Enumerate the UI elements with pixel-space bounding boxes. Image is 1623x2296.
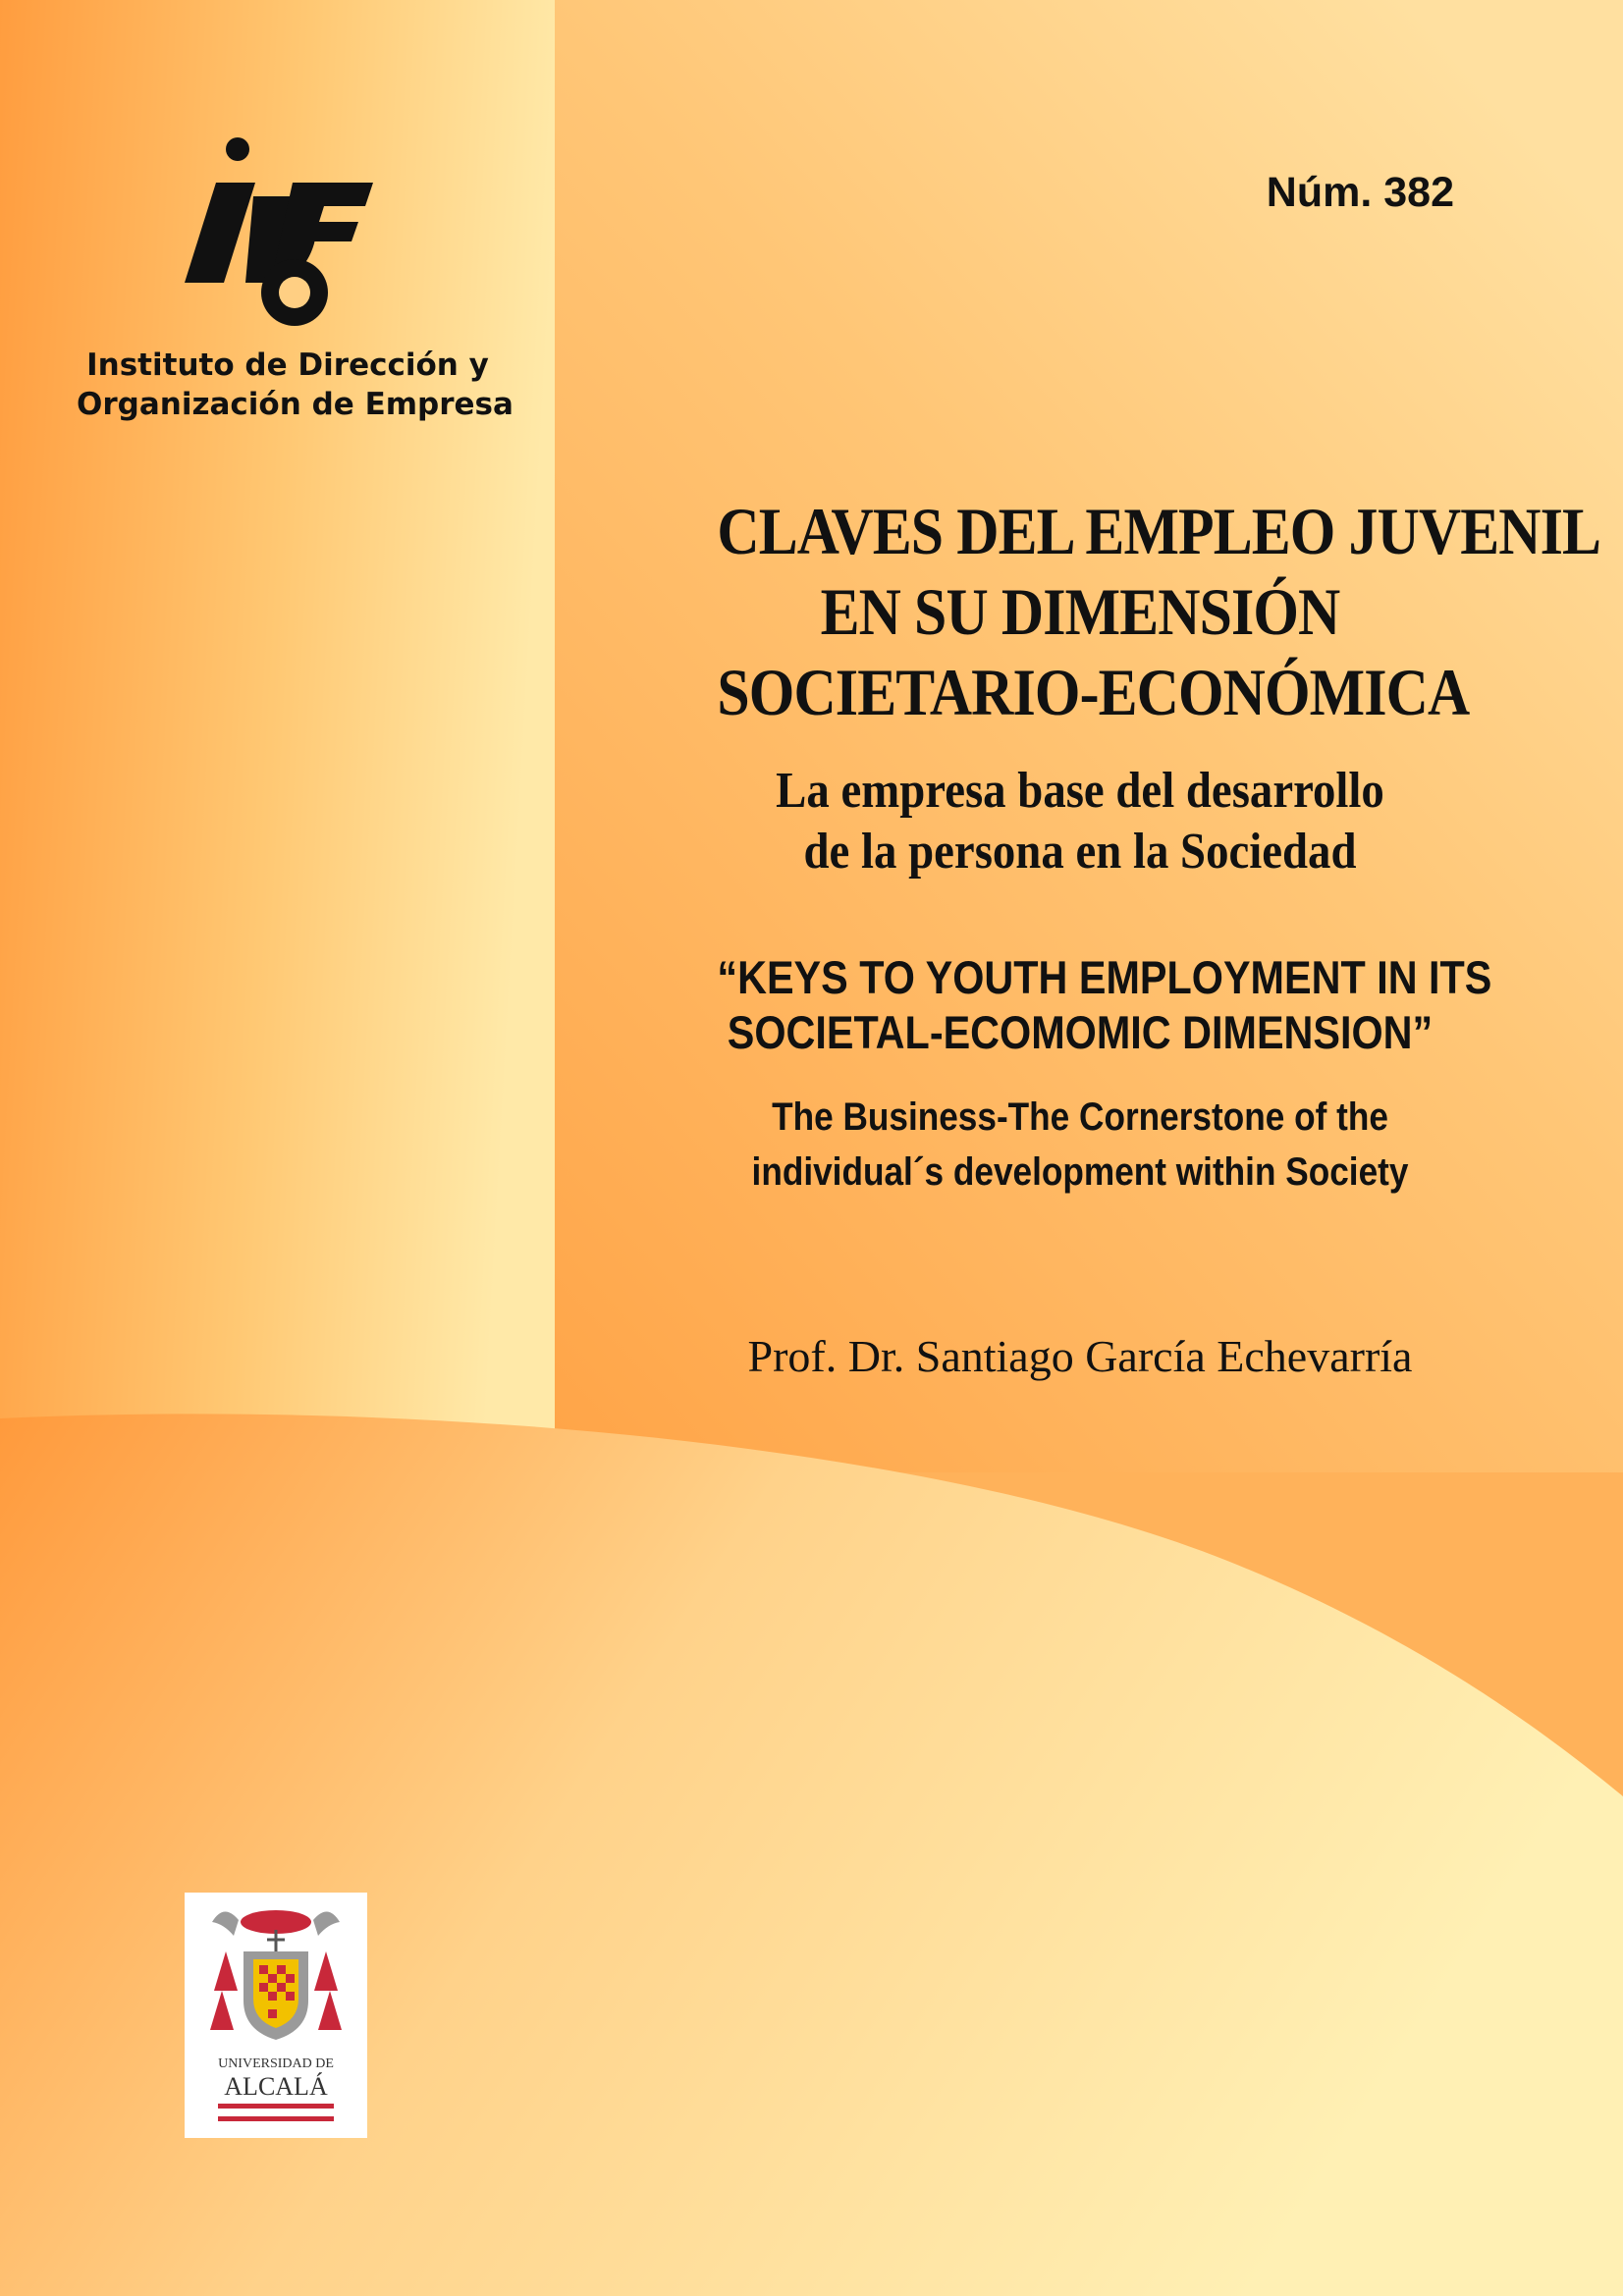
english-subtitle-line: individual´s development within Society: [751, 1150, 1409, 1194]
issue-number: Núm. 382: [1266, 169, 1454, 216]
university-crest-icon: [185, 1893, 367, 2138]
idoe-logo: [177, 135, 383, 332]
university-line2: ALCALÁ: [224, 2072, 328, 2101]
spanish-subtitle-line: La empresa base del desarrollo: [776, 763, 1384, 819]
spanish-title-line: CLAVES DEL EMPLEO JUVENIL: [717, 494, 1601, 568]
english-subtitle: [717, 1090, 1442, 1200]
spanish-title: [717, 491, 1601, 732]
spanish-title-line: EN SU DIMENSIÓN: [820, 574, 1340, 649]
spanish-title-line: SOCIETARIO-ECONÓMICA: [717, 655, 1470, 729]
english-subtitle-line: The Business-The Cornerstone of the: [772, 1095, 1388, 1139]
spanish-subtitle-line: de la persona en la Sociedad: [803, 824, 1357, 880]
university-logo: [185, 1893, 367, 2138]
institute-name-line: Instituto de Dirección y: [86, 347, 489, 383]
institute-name-line: Organización de Empresa: [77, 387, 514, 422]
english-title-line: “KEYS TO YOUTH EMPLOYMENT IN ITS: [717, 951, 1492, 1003]
author-name: Prof. Dr. Santiago García Echevarría: [747, 1331, 1413, 1381]
english-title-line: SOCIETAL-ECOMOMIC DIMENSION”: [727, 1006, 1434, 1058]
university-line1: UNIVERSIDAD DE: [218, 2056, 334, 2071]
institute-name: [77, 346, 514, 424]
spanish-subtitle: [709, 761, 1451, 882]
english-title: [717, 950, 1492, 1060]
